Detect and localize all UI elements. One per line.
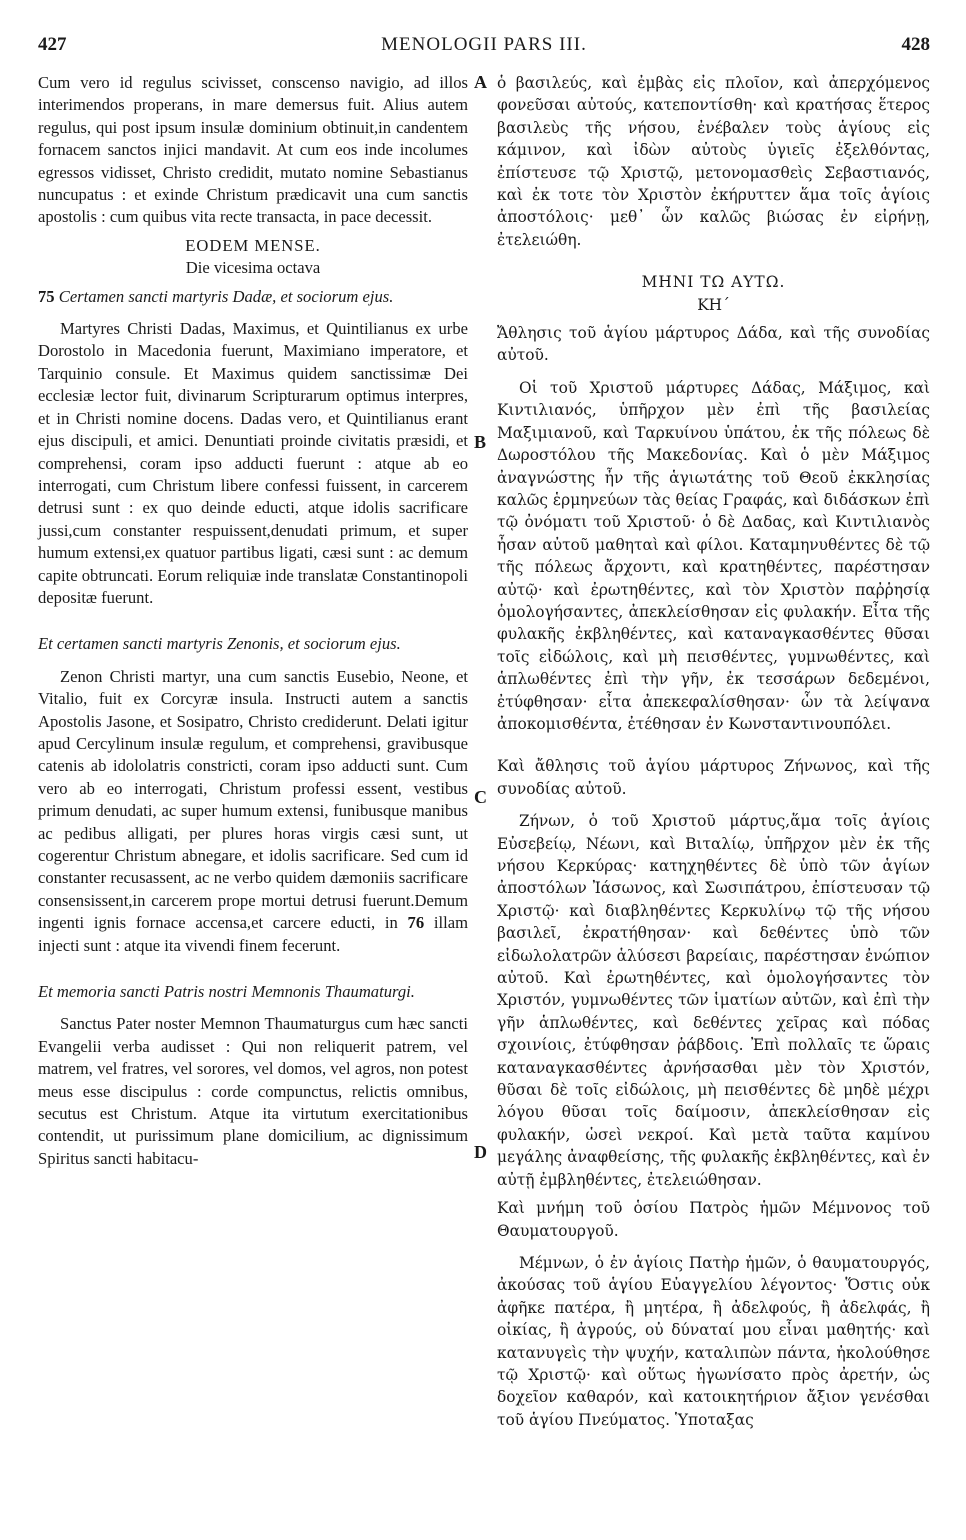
greek-month-heading: ΜΗΝΙ ΤΩ ΑΥΤΩ. (641, 273, 786, 292)
latin-heading-zenon: Et certamen sancti martyris Zenonis, et sociorum ejus. (38, 634, 401, 654)
greek-column (497, 72, 930, 1431)
greek-paragraph-3: Ζήνων, ὁ τοῦ Χριστοῦ μάρτυς,ἅμα τοῖς ἁγίοις Εὐσεβείῳ, Νέωνι, καὶ Βιταλίῳ, ὑπῆρχον μὲν ἐκ τῆς νήσου Κερκύρας· κατηχηθέντες δὲ ὑπὸ τῶν ἁγίων ἀποστόλων Ἰάσωνος, καὶ Σωσιπάτρου, ἐπίστευσαν τῷ Χριστῷ· καὶ διαβληθέντες Κερκυλίνῳ τῷ τῆς νήσου βασιλεῖ, ἐκρατήθησαν· καὶ δεθέντες ὑπὸ τῶν εἰδωλολατρῶν ἁλύσεσι βαρείαις, παρέστησαν ἐνώπιον αὐτοῦ. Καὶ ἐρωτηθέντες, καὶ ὁμολογήσαντες τὸν Χριστόν, γυμνωθέντες τῶν ἱματίων αὐτῶν, καὶ ἐπὶ τὴν γῆν ἁπλωθέντες, καὶ δεθέντες χεῖρας καὶ πόδας σχοινίοις, ἐτύφθησαν ῥάβδοις. Ἐπὶ πολλαῖς τε ὥραις καταναγκασθέντες ἀρνήσασθαι μὲν τὸν Χριστόν, θῦσαι δὲ τοῖς εἰδώλοις, μὴ πεισθέντες δὲ μηδὲ μέχρι λόγου θῦσαι τοῖς δαίμοσιν, ἀπεκλείσθησαν εἰς φυλακήν, ὡσεὶ νεκροί. Καὶ μετὰ ταῦτα καμίνου μεγάλης ἀναφθείσης, τῆς φυλακῆς ἐκβληθέντες, καὶ ἐν αὐτῇ ἐμβληθέντες, ἐτελειώθησαν. (497, 812, 930, 1189)
latin-heading-dadas (38, 286, 468, 308)
latin-paragraph-2: Martyres Christi Dadas, Maximus, et Quintilianus ex urbe Dorostolo in Macedonia fuerunt, Maximiano imperatore, et Tarquinio consule. Et Maximus quidem sanctissimæ Dei ecclesiæ lector fuit, divinarum Scripturarum optimus interpres, et in Christi nomine docens. Dadas vero, et Quintilianus erant ejus discipuli, et amici. Denuntiati proinde civitatis præsidi, et comprehensi, coram ipso adducti fuerunt : atque ab eo interrogati, cum Christum libere confessi fuissent, in carcerem detrusi sunt : ex quo deinde educti, atque idolis sacrificare jussi,cum constanter respuissent,denudati primum, et super humum extensi,ex quatuor partibus ligati, cæsi sunt : ac demum capite obtruncati. Eorum reliquiæ inde translatæ Constantinopoli depositæ fuerunt. (38, 319, 468, 607)
spacer (38, 609, 468, 627)
spacer (497, 251, 930, 265)
margin-letter-d: D (474, 1142, 487, 1162)
latin-marginal-number-75: 75 (38, 286, 55, 306)
latin-paragraph-4: Sanctus Pater noster Memnon Thaumaturgus cum hæc sancti Evangelii verba audisset : Qui non reliquerit patrem, vel matrem, vel fratres, vel sorores, vel domos, vel agros, non potest meus esse discipulus : corde compunctus, relictis omnibus, secutus est Christum. Atque ita virtutum exercitationibus contendit, ut purissimum plane domicilium, ac dignissimum Spiritus sancti habitacu- (38, 1014, 468, 1168)
margin-letter-c: C (474, 787, 487, 807)
greek-heading-memnon: Καὶ μνήμη τοῦ ὁσίου Πατρὸς ἡμῶν Μέμνονος τοῦ Θαυματουργοῦ. (497, 1199, 930, 1240)
spacer (38, 957, 468, 975)
greek-day-heading: ΚΗ΄ (697, 295, 730, 314)
greek-paragraph-4: Μέμνων, ὁ ἐν ἁγίοις Πατὴρ ἡμῶν, ὁ θαυματουργός, ἀκούσας τοῦ ἁγίου Εὐαγγελίου λέγοντος· Ὅστις οὐκ ἀφῆκε πατέρα, ἢ μητέρα, ἢ ἀδελφούς, ἢ ἀδελφάς, ἢ οἰκίας, ἢ ἀγρούς, οὐ δύναταί μου εἶναι μαθητής· καὶ κατανυγεὶς τὴν ψυχήν, καταλιπὼν πάντα, ἠκολούθησε τῷ Χριστῷ· καὶ οὕτως ἠγωνίσατο πρὸς ἀρετήν, ὡς δοχεῖον καθαρόν, καὶ κατοικητήριον ἄξιον γενέσθαι τοῦ ἁγίου Πνεύματος. Ὑποταξας (497, 1253, 930, 1429)
greek-heading-zenon: Καὶ ἄθλησις τοῦ ἁγίου μάρτυρος Ζήνωνος, καὶ τῆς συνοδίας αὐτοῦ. (497, 757, 930, 798)
latin-paragraph-3 (38, 666, 468, 957)
latin-heading-dadas-text: Certamen sancti martyris Dadæ, et sociorum ejus. (58, 286, 394, 306)
greek-paragraph-1: ὁ βασιλεύς, καὶ ἐμβὰς εἰς πλοῖον, καὶ ἀπερχόμενος φονεῦσαι αὐτούς, κατεποντίσθη· καὶ κρατήσας ἕτερος βασιλεὺς τῆς νήσου, ἐνέβαλεν τοὺς ἁγίους εἰς κάμινον, καὶ ἰδὼν αὐτοὺς ὑγιεῖς ἐξελθόντας, ἐπίστευσε τῷ Χριστῷ, μετονομασθεὶς Σεβαστιανός, καὶ ἐκ τοτε τὸν Χριστὸν ἐκήρυττεν ἅμα τοῖς ἁγίοις ἀποστόλοις· μεθ᾽ ὧν καλῶς βιώσας ἐν εἰρήνῃ, ἐτελειώθη. (497, 74, 930, 249)
right-page-number: 428 (901, 34, 930, 55)
latin-month-heading: EODEM MENSE. (185, 235, 321, 255)
margin-letter-b: B (474, 432, 487, 452)
left-page-number: 427 (38, 34, 67, 55)
latin-heading-memnon: Et memoria sancti Patris nostri Memnonis Thaumaturgi. (38, 982, 415, 1002)
greek-heading-dadas: Ἄθλησις τοῦ ἁγίου μάρτυρος Δάδα, καὶ τῆς συνοδίας αὐτοῦ. (497, 324, 930, 365)
latin-paragraph-3-text-b: illam injecti sunt : atque ita vivendi finem fecerunt. (38, 913, 468, 955)
page-header (38, 34, 930, 60)
latin-paragraph-3-text-a: Zenon Christi martyr, una cum sanctis Eusebio, Neone, et Vitalio, fuit ex Corcyræ insula. Instructi autem a sanctis Apostolis Jasone, et Sosipatro, Christo crediderunt. Delati igitur apud Cercylinum insulæ regulum, et comprehensi, gravibusque catenis ab idololatris constricti, coram ipso adducti sunt. Cum vero ab eo interrogati, Christum professi essent, vestibus primum denudati, ac super humum extensi, funibusque manibus ac pedibus alligati, per plures horas virgis cæsi sunt, ut cogerentur Christum abnegare, et idolis sacrificare. Sed cum id constanter recusassent, ac ne verbo quidem dæmoniis sacrificare consensissent,in carcerem prope mortui detrusi fuerunt.Demum ingenti ignis fornace accensa,et carcere educti, in (38, 666, 468, 933)
latin-marginal-number-76: 76 (407, 913, 425, 933)
margin-letter-a: A (474, 72, 487, 92)
latin-column (38, 72, 468, 1170)
running-title: MENOLOGII PARS III. (381, 34, 587, 55)
latin-day-heading: Die vicesima octava (185, 258, 321, 278)
latin-paragraph-1: Cum vero id regulus scivisset, conscenso navigio, ad illos interimendos properans, in mare demersus fuit. Alius autem regulus, qui post ipsum insulæ dominium obtinuit,in candentem fornacem sanctos injici mandavit. At cum eos inde incolumes egressos vidisset, Christo credidit, mutato nomine Sebastianus nuncupatus : et exinde Christum prædicavit una cum sanctis apostolis : cum quibus vita recte transacta, in pace decessit. (38, 73, 468, 227)
spacer (497, 735, 930, 749)
greek-paragraph-2: Οἱ τοῦ Χριστοῦ μάρτυρες Δάδας, Μάξιμος, καὶ Κιντιλιανός, ὑπῆρχον μὲν ἐπὶ τῆς βασιλείας Μαξιμιανοῦ, καὶ Ταρκυίνου ὑπάτου, ἐκ τῆς πόλεως δὲ Δωροστόλου τῆς Μακεδονίας. Καὶ ὁ μὲν Μάξιμος ἀναγνώστης ἦν τῆς ἁγιωτάτης τοῦ Θεοῦ ἐκκλησίας καλῶς ἑρμηνεύων τὰς θείας Γραφάς, καὶ διδάσκων ἐπὶ τῷ ὀνόματι τοῦ Χριστοῦ· ὁ δὲ Δαδας, καὶ Κιντιλιανὸς ἦσαν αὐτοῦ μαθηταὶ καὶ φίλοι. Καταμηνυθέντες δὲ τῷ τῆς πόλεως ἄρχοντι, καὶ κρατηθέντες, παρέστησαν αὐτῷ· καὶ ἐρωτηθέντες, καὶ τὸν Χριστὸν παῤῥησίᾳ ὁμολογήσαντες, ἀπεκλείσθησαν εἰς φυλακήν. Εἶτα τῆς φυλακῆς ἐκβληθέντες, καὶ καταναγκασθέντες θῦσαι τοῖς εἰδώλοις, καὶ μὴ πεισθέντες, γυμνωθέντες, καὶ ἁπλωθέντες ἐπὶ τὴν γῆν, ἐκ τεσσάρων δεδεμένοι, ἐτύφθησαν· εἶτα ἀπεκεφαλίσθησαν· ὧν τὰ λείψανα ἀποκομισθέντα, ἐτέθησαν ἐν Κωνσταντινουπόλει. (497, 378, 930, 733)
